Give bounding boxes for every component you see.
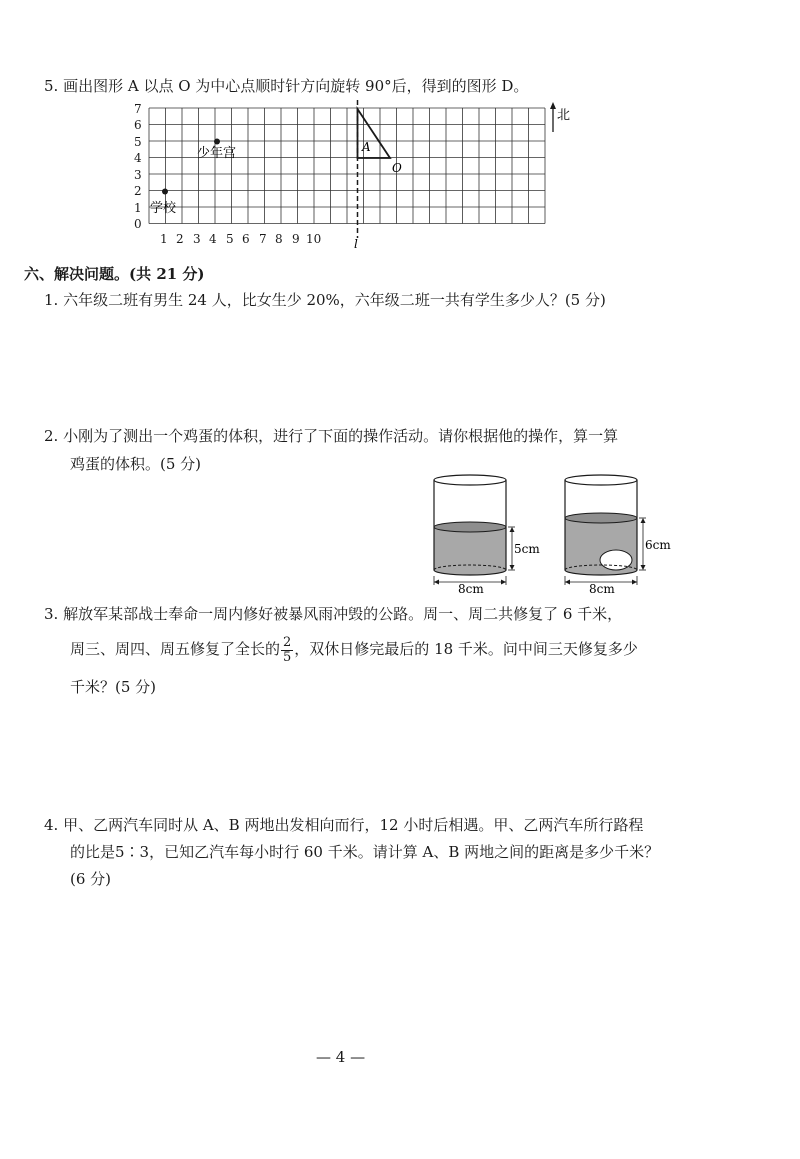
- x-label-7: 7: [259, 232, 267, 246]
- problem-4-line3: (6 分): [70, 870, 112, 888]
- label-north: 北: [557, 108, 571, 123]
- problem-3-line2: [70, 634, 638, 665]
- cylinder-1-water: [434, 527, 506, 575]
- x-label-4: 4: [209, 232, 217, 246]
- label-l: l: [354, 237, 358, 248]
- label-school: 学校: [150, 201, 177, 216]
- x-label-5: 5: [226, 232, 234, 246]
- x-label-1: 1: [160, 232, 168, 246]
- section-6-title: 六、解决问题。(共 21 分): [24, 265, 205, 283]
- rotation-grid-figure: [130, 100, 590, 248]
- y-label-0: 0: [134, 217, 142, 231]
- cylinder-1-water-surface: [434, 522, 506, 532]
- y-label-4: 4: [134, 151, 142, 165]
- y-label-1: 1: [134, 201, 142, 215]
- y-label-5: 5: [134, 135, 142, 149]
- cylinder-2-water-surface: [565, 513, 637, 523]
- fraction-numerator: 2: [283, 634, 292, 650]
- cylinders-figure: [428, 472, 678, 598]
- school-point: [162, 189, 168, 195]
- problem-4-line1: 4. 甲、乙两汽车同时从 A、B 两地出发相向而行，12 小时后相遇。甲、乙两汽车所行路程: [44, 816, 644, 834]
- palace-point: [214, 139, 220, 145]
- x-label-2: 2: [176, 232, 184, 246]
- x-label-9: 9: [292, 232, 300, 246]
- page-number: — 4 —: [316, 1048, 366, 1066]
- cylinder-1-top: [434, 475, 506, 485]
- y-label-6: 6: [134, 118, 142, 132]
- x-label-6: 6: [242, 232, 250, 246]
- cylinder-1: [434, 475, 540, 596]
- cylinder-2: [565, 475, 671, 596]
- problem-2-line2: 鸡蛋的体积。(5 分): [70, 455, 202, 473]
- y-label-2: 2: [134, 184, 142, 198]
- question-5-text: 5. 画出图形 A 以点 O 为中心点顺时针方向旋转 90°后，得到的图形 D。: [44, 77, 529, 95]
- problem-1-text: 1. 六年级二班有男生 24 人，比女生少 20%，六年级二班一共有学生多少人？(5 分): [44, 291, 606, 309]
- cylinder-2-width: 8cm: [589, 582, 615, 596]
- x-label-10: 10: [306, 232, 322, 246]
- label-palace: 少年宫: [197, 146, 237, 161]
- cylinder-2-height: 6cm: [645, 538, 671, 552]
- cylinder-1-height: 5cm: [514, 542, 540, 556]
- problem-2-line1: 2. 小刚为了测出一个鸡蛋的体积，进行了下面的操作活动。请你根据他的操作，算一算: [44, 427, 619, 445]
- label-O: O: [392, 161, 402, 175]
- y-label-7: 7: [134, 102, 142, 116]
- cylinder-2-top: [565, 475, 637, 485]
- label-A: A: [362, 140, 371, 154]
- problem-3-line1: 3. 解放军某部战士奉命一周内修好被暴风雨冲毁的公路。周一、周二共修复了 6 千米，: [44, 605, 623, 623]
- fraction-denominator: 5: [283, 649, 292, 665]
- grid-lines: [149, 108, 545, 224]
- egg: [600, 550, 632, 570]
- problem-4-line2: 的比是5∶3，已知乙汽车每小时行 60 千米。请计算 A、B 两地之间的距离是多少千米？: [70, 843, 660, 861]
- north-arrow-head: [550, 102, 556, 109]
- x-label-8: 8: [275, 232, 283, 246]
- fraction-two-fifths: [281, 636, 293, 665]
- problem-3-line2-a: 周三、周四、周五修复了全长的: [70, 640, 281, 658]
- y-label-3: 3: [134, 168, 142, 182]
- cylinder-1-width: 8cm: [458, 582, 484, 596]
- problem-3-line2-b: ，双休日修完最后的 18 千米。问中间三天修复多少: [294, 640, 638, 658]
- problem-3-line3: 千米？(5 分): [70, 678, 157, 696]
- x-label-3: 3: [193, 232, 201, 246]
